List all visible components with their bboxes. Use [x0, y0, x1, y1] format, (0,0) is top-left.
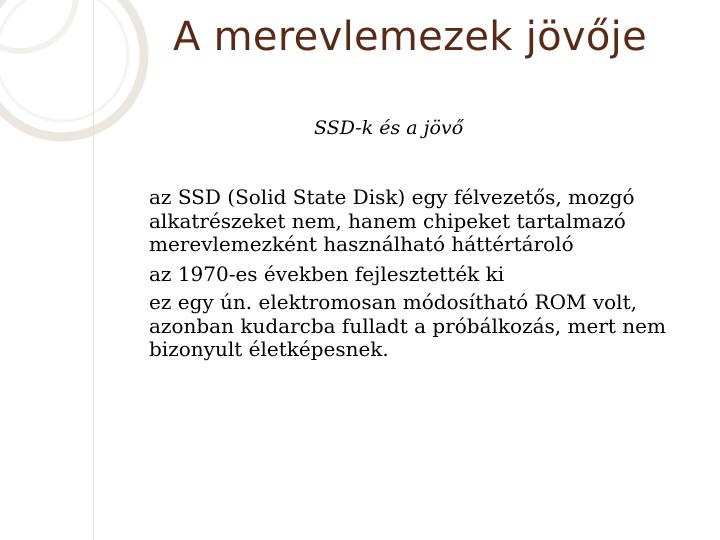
- side-divider-line: [93, 0, 94, 540]
- bullet-item: [133, 263, 703, 287]
- bullet-item: [133, 186, 703, 257]
- slide-subtitle: SSD-k és a jövő: [314, 117, 464, 139]
- bullet-list: [133, 186, 703, 368]
- bullet-text: ez egy ún. elektromosan módosítható ROM volt, azonban kudarcba fulladt a próbálkozás, mert nem bizonyult életképesnek.: [149, 290, 666, 361]
- slide-title: A merevlemezek jövője: [172, 14, 648, 60]
- bullet-item: [133, 291, 703, 362]
- bullet-text: az SSD (Solid State Disk) egy félvezetős, mozgó alkatrészeket nem, hanem chipeket tartalmazó merevlemezként használható háttértároló: [149, 185, 635, 256]
- bullet-text: az 1970-es években fejlesztették ki: [149, 261, 505, 286]
